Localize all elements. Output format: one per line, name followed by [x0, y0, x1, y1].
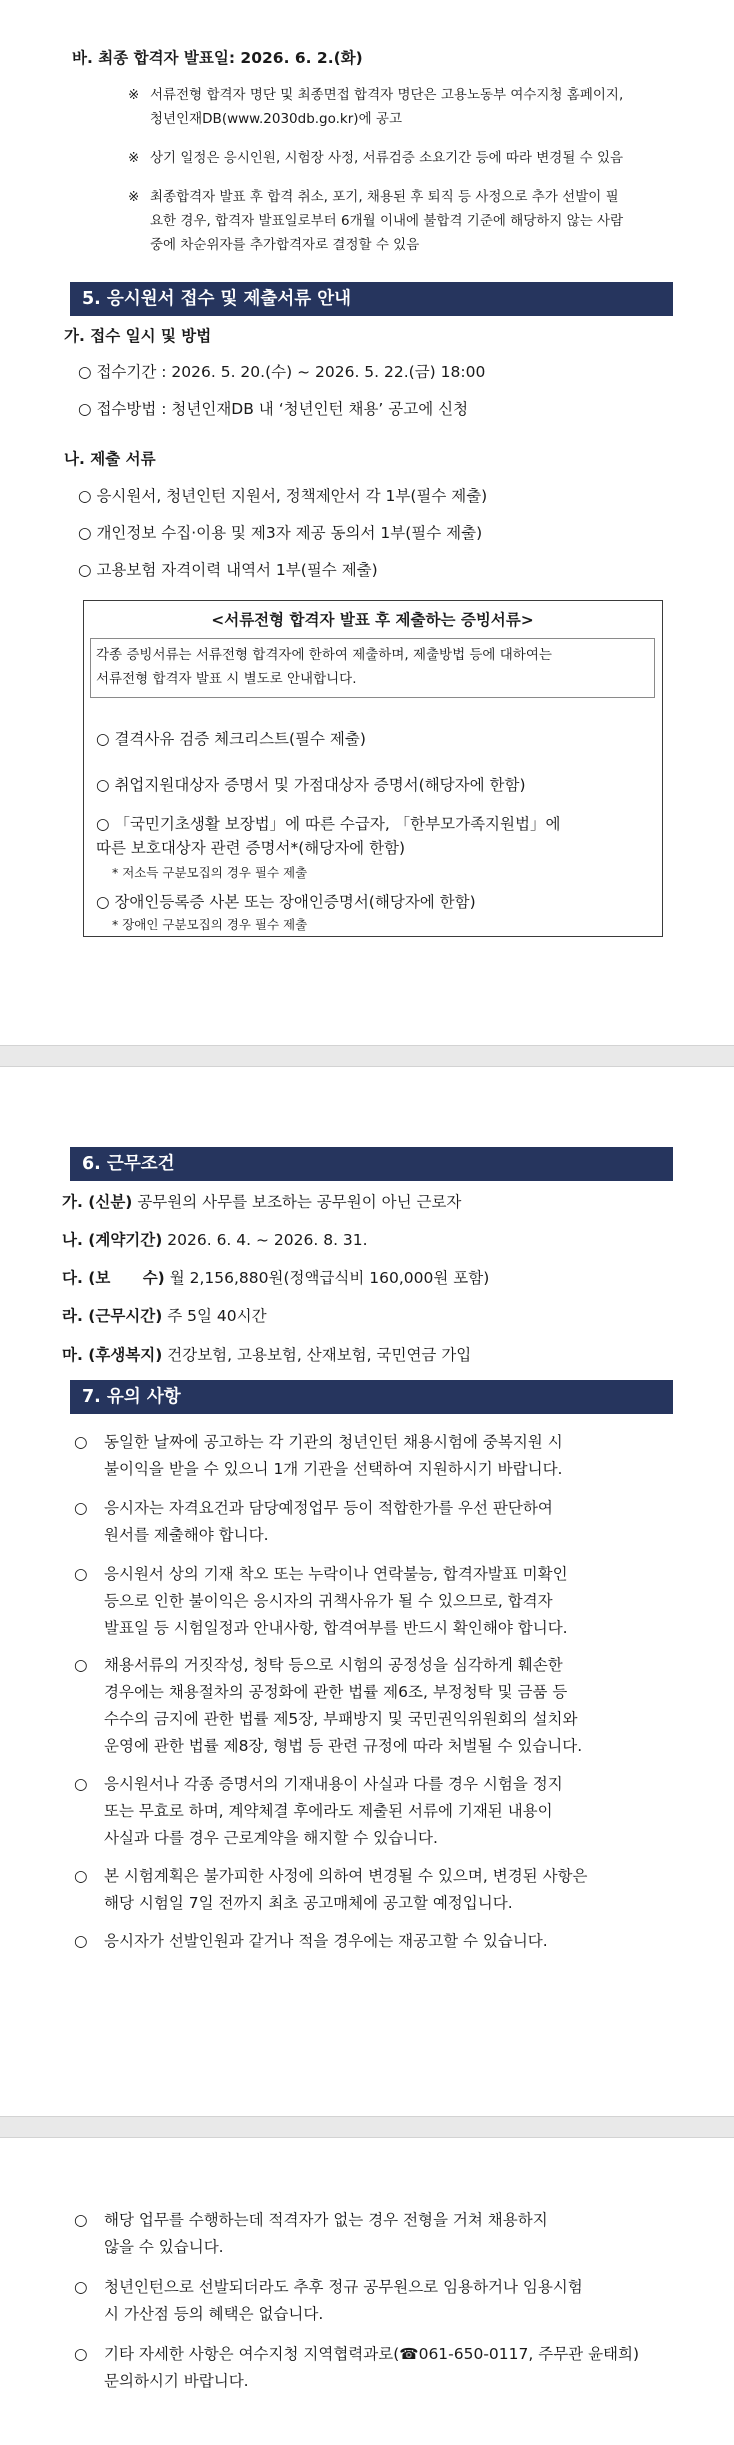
- notice-bullet: ○: [74, 1775, 88, 1793]
- notice-line: 또는 무효로 하며, 계약체결 후에라도 제출된 서류에 기재된 내용이: [104, 1802, 553, 1820]
- page-separator: [0, 1045, 734, 1067]
- notice-line: 본 시험계획은 불가피한 사정에 의하여 변경될 수 있으며, 변경된 사항은: [104, 1867, 588, 1885]
- notice-bullet: ○: [74, 2345, 88, 2363]
- application-method: ○ 접수방법 : 청년인재DB 내 ‘청년인턴 채용’ 공고에 신청: [78, 400, 469, 418]
- note-line: 상기 일정은 응시인원, 시험장 사정, 서류검증 소요기간 등에 따라 변경될 수 있음: [150, 150, 624, 166]
- notice-line: 해당 시험일 7일 전까지 최초 공고매체에 공고할 예정입니다.: [104, 1894, 513, 1912]
- box-item: ○ 결격사유 검증 체크리스트(필수 제출): [96, 730, 366, 748]
- box-item: 따른 보호대상자 관련 증명서*(해당자에 한함): [96, 839, 406, 857]
- notice-line: 응시원서나 각종 증명서의 기재내용이 사실과 다를 경우 시험을 정지: [104, 1775, 563, 1793]
- notice-bullet: ○: [74, 1499, 88, 1517]
- note-line: 최종합격자 발표 후 합격 취소, 포기, 채용된 후 퇴직 등 사정으로 추가 선발이 필: [150, 189, 619, 205]
- condition-row: [62, 1343, 471, 1367]
- condition-row: [62, 1228, 368, 1252]
- document-item: ○ 응시원서, 청년인턴 지원서, 정책제안서 각 1부(필수 제출): [78, 487, 488, 505]
- box-note-line: 서류전형 합격자 발표 시 별도로 안내합니다.: [96, 671, 357, 687]
- notice-bullet: ○: [74, 2211, 88, 2229]
- notice-line: 응시원서 상의 기재 착오 또는 누락이나 연락불능, 합격자발표 미확인: [104, 1565, 568, 1583]
- condition-value: 공무원의 사무를 보조하는 공무원이 아닌 근로자: [137, 1193, 462, 1211]
- section-5-title-bar: 5. 응시원서 접수 및 제출서류 안내: [70, 282, 673, 316]
- notice-line: 기타 자세한 사항은 여수지청 지역협력과로(☎061-650-0117, 주무관 윤태희): [104, 2345, 640, 2363]
- page-separator: [0, 2116, 734, 2138]
- notice-line: 동일한 날짜에 공고하는 각 기관의 청년인턴 채용시험에 중복지원 시: [104, 1433, 563, 1451]
- condition-label: 가. (신분): [62, 1193, 133, 1211]
- application-period: ○ 접수기간 : 2026. 5. 20.(수) ~ 2026. 5. 22.(금) 18:00: [78, 363, 486, 381]
- box-item: ○ 취업지원대상자 증명서 및 가점대상자 증명서(해당자에 한함): [96, 776, 526, 794]
- box-item: ○ 「국민기초생활 보장법」에 따른 수급자, 「한부모가족지원법」에: [96, 815, 561, 833]
- note-mark: ※: [128, 87, 140, 103]
- box-footnote: * 장애인 구분모집의 경우 필수 제출: [112, 917, 308, 932]
- section-7-title-bar: 7. 유의 사항: [70, 1380, 673, 1414]
- final-result-date-heading: 바. 최종 합격자 발표일: 2026. 6. 2.(화): [72, 49, 363, 67]
- note-line: 중에 차순위자를 추가합격자로 결정할 수 있음: [150, 237, 420, 253]
- condition-row: [62, 1304, 267, 1328]
- condition-row: [62, 1266, 489, 1290]
- box-item: ○ 장애인등록증 사본 또는 장애인증명서(해당자에 한함): [96, 893, 476, 911]
- notice-bullet: ○: [74, 1867, 88, 1885]
- notice-bullet: ○: [74, 1932, 88, 1950]
- notice-line: 채용서류의 거짓작성, 청탁 등으로 시험의 공정성을 심각하게 훼손한: [104, 1656, 563, 1674]
- notice-line: 불이익을 받을 수 있으니 1개 기관을 선택하여 지원하시기 바랍니다.: [104, 1460, 563, 1478]
- notice-line: 발표일 등 시험일정과 안내사항, 합격여부를 반드시 확인해야 합니다.: [104, 1619, 568, 1637]
- condition-label: 라. (근무시간): [62, 1307, 163, 1325]
- box-note: [90, 638, 655, 698]
- condition-value: 건강보험, 고용보험, 산재보험, 국민연금 가입: [167, 1346, 472, 1364]
- condition-label: 다. (보 수): [62, 1269, 165, 1287]
- notice-line: 사실과 다를 경우 근로계약을 해지할 수 있습니다.: [104, 1829, 438, 1847]
- notice-bullet: ○: [74, 1656, 88, 1674]
- condition-row: [62, 1190, 461, 1214]
- notice-line: 등으로 인한 불이익은 응시자의 귀책사유가 될 수 있으므로, 합격자: [104, 1592, 553, 1610]
- notice-line: 시 가산점 등의 혜택은 없습니다.: [104, 2305, 324, 2323]
- notice-line: 않을 수 있습니다.: [104, 2238, 224, 2256]
- note-line: 청년인재DB(www.2030db.go.kr)에 공고: [150, 111, 402, 127]
- application-method-heading: 가. 접수 일시 및 방법: [64, 327, 212, 345]
- notice-line: 수수의 금지에 관한 법률 제5장, 부패방지 및 국민권익위원회의 설치와: [104, 1710, 578, 1728]
- notice-line: 청년인턴으로 선발되더라도 추후 정규 공무원으로 임용하거나 임용시험: [104, 2278, 583, 2296]
- document-item: ○ 개인정보 수집·이용 및 제3자 제공 동의서 1부(필수 제출): [78, 524, 483, 542]
- notice-line: 응시자는 자격요건과 담당예정업무 등이 적합한가를 우선 판단하여: [104, 1499, 553, 1517]
- note-line: 요한 경우, 합격자 발표일로부터 6개월 이내에 불합격 기준에 해당하지 않는 사람: [150, 213, 624, 229]
- document-page-1: [0, 0, 734, 1045]
- notice-line: 운영에 관한 법률 제8장, 형법 등 관련 규정에 따라 처벌될 수 있습니다.: [104, 1737, 583, 1755]
- document-item: ○ 고용보험 자격이력 내역서 1부(필수 제출): [78, 561, 378, 579]
- box-note-line: 각종 증빙서류는 서류전형 합격자에 한하여 제출하며, 제출방법 등에 대하여는: [96, 647, 552, 663]
- documents-heading: 나. 제출 서류: [64, 450, 156, 468]
- note-mark: ※: [128, 150, 140, 166]
- notice-line: 원서를 제출해야 합니다.: [104, 1526, 269, 1544]
- condition-value: 2026. 6. 4. ~ 2026. 8. 31.: [167, 1231, 368, 1249]
- condition-label: 마. (후생복지): [62, 1346, 163, 1364]
- box-footnote: * 저소득 구분모집의 경우 필수 제출: [112, 865, 308, 880]
- box-title: <서류전형 합격자 발표 후 제출하는 증빙서류>: [211, 611, 534, 629]
- notice-bullet: ○: [74, 2278, 88, 2296]
- document-page-2: [0, 1067, 734, 2116]
- condition-label: 나. (계약기간): [62, 1231, 163, 1249]
- condition-value: 주 5일 40시간: [167, 1307, 267, 1325]
- notice-line: 문의하시기 바랍니다.: [104, 2372, 249, 2390]
- note-mark: ※: [128, 189, 140, 205]
- note-line: 서류전형 합격자 명단 및 최종면접 합격자 명단은 고용노동부 여수지청 홈페이지,: [150, 87, 624, 103]
- notice-line: 경우에는 채용절차의 공정화에 관한 법률 제6조, 부정청탁 및 금품 등: [104, 1683, 568, 1701]
- condition-value: 월 2,156,880원(정액급식비 160,000원 포함): [169, 1269, 490, 1287]
- notice-bullet: ○: [74, 1433, 88, 1451]
- notice-bullet: ○: [74, 1565, 88, 1583]
- document-page-3: [0, 2138, 734, 2445]
- notice-line: 해당 업무를 수행하는데 적격자가 없는 경우 전형을 거쳐 채용하지: [104, 2211, 548, 2229]
- section-6-title-bar: 6. 근무조건: [70, 1147, 673, 1181]
- notice-line: 응시자가 선발인원과 같거나 적을 경우에는 재공고할 수 있습니다.: [104, 1932, 548, 1950]
